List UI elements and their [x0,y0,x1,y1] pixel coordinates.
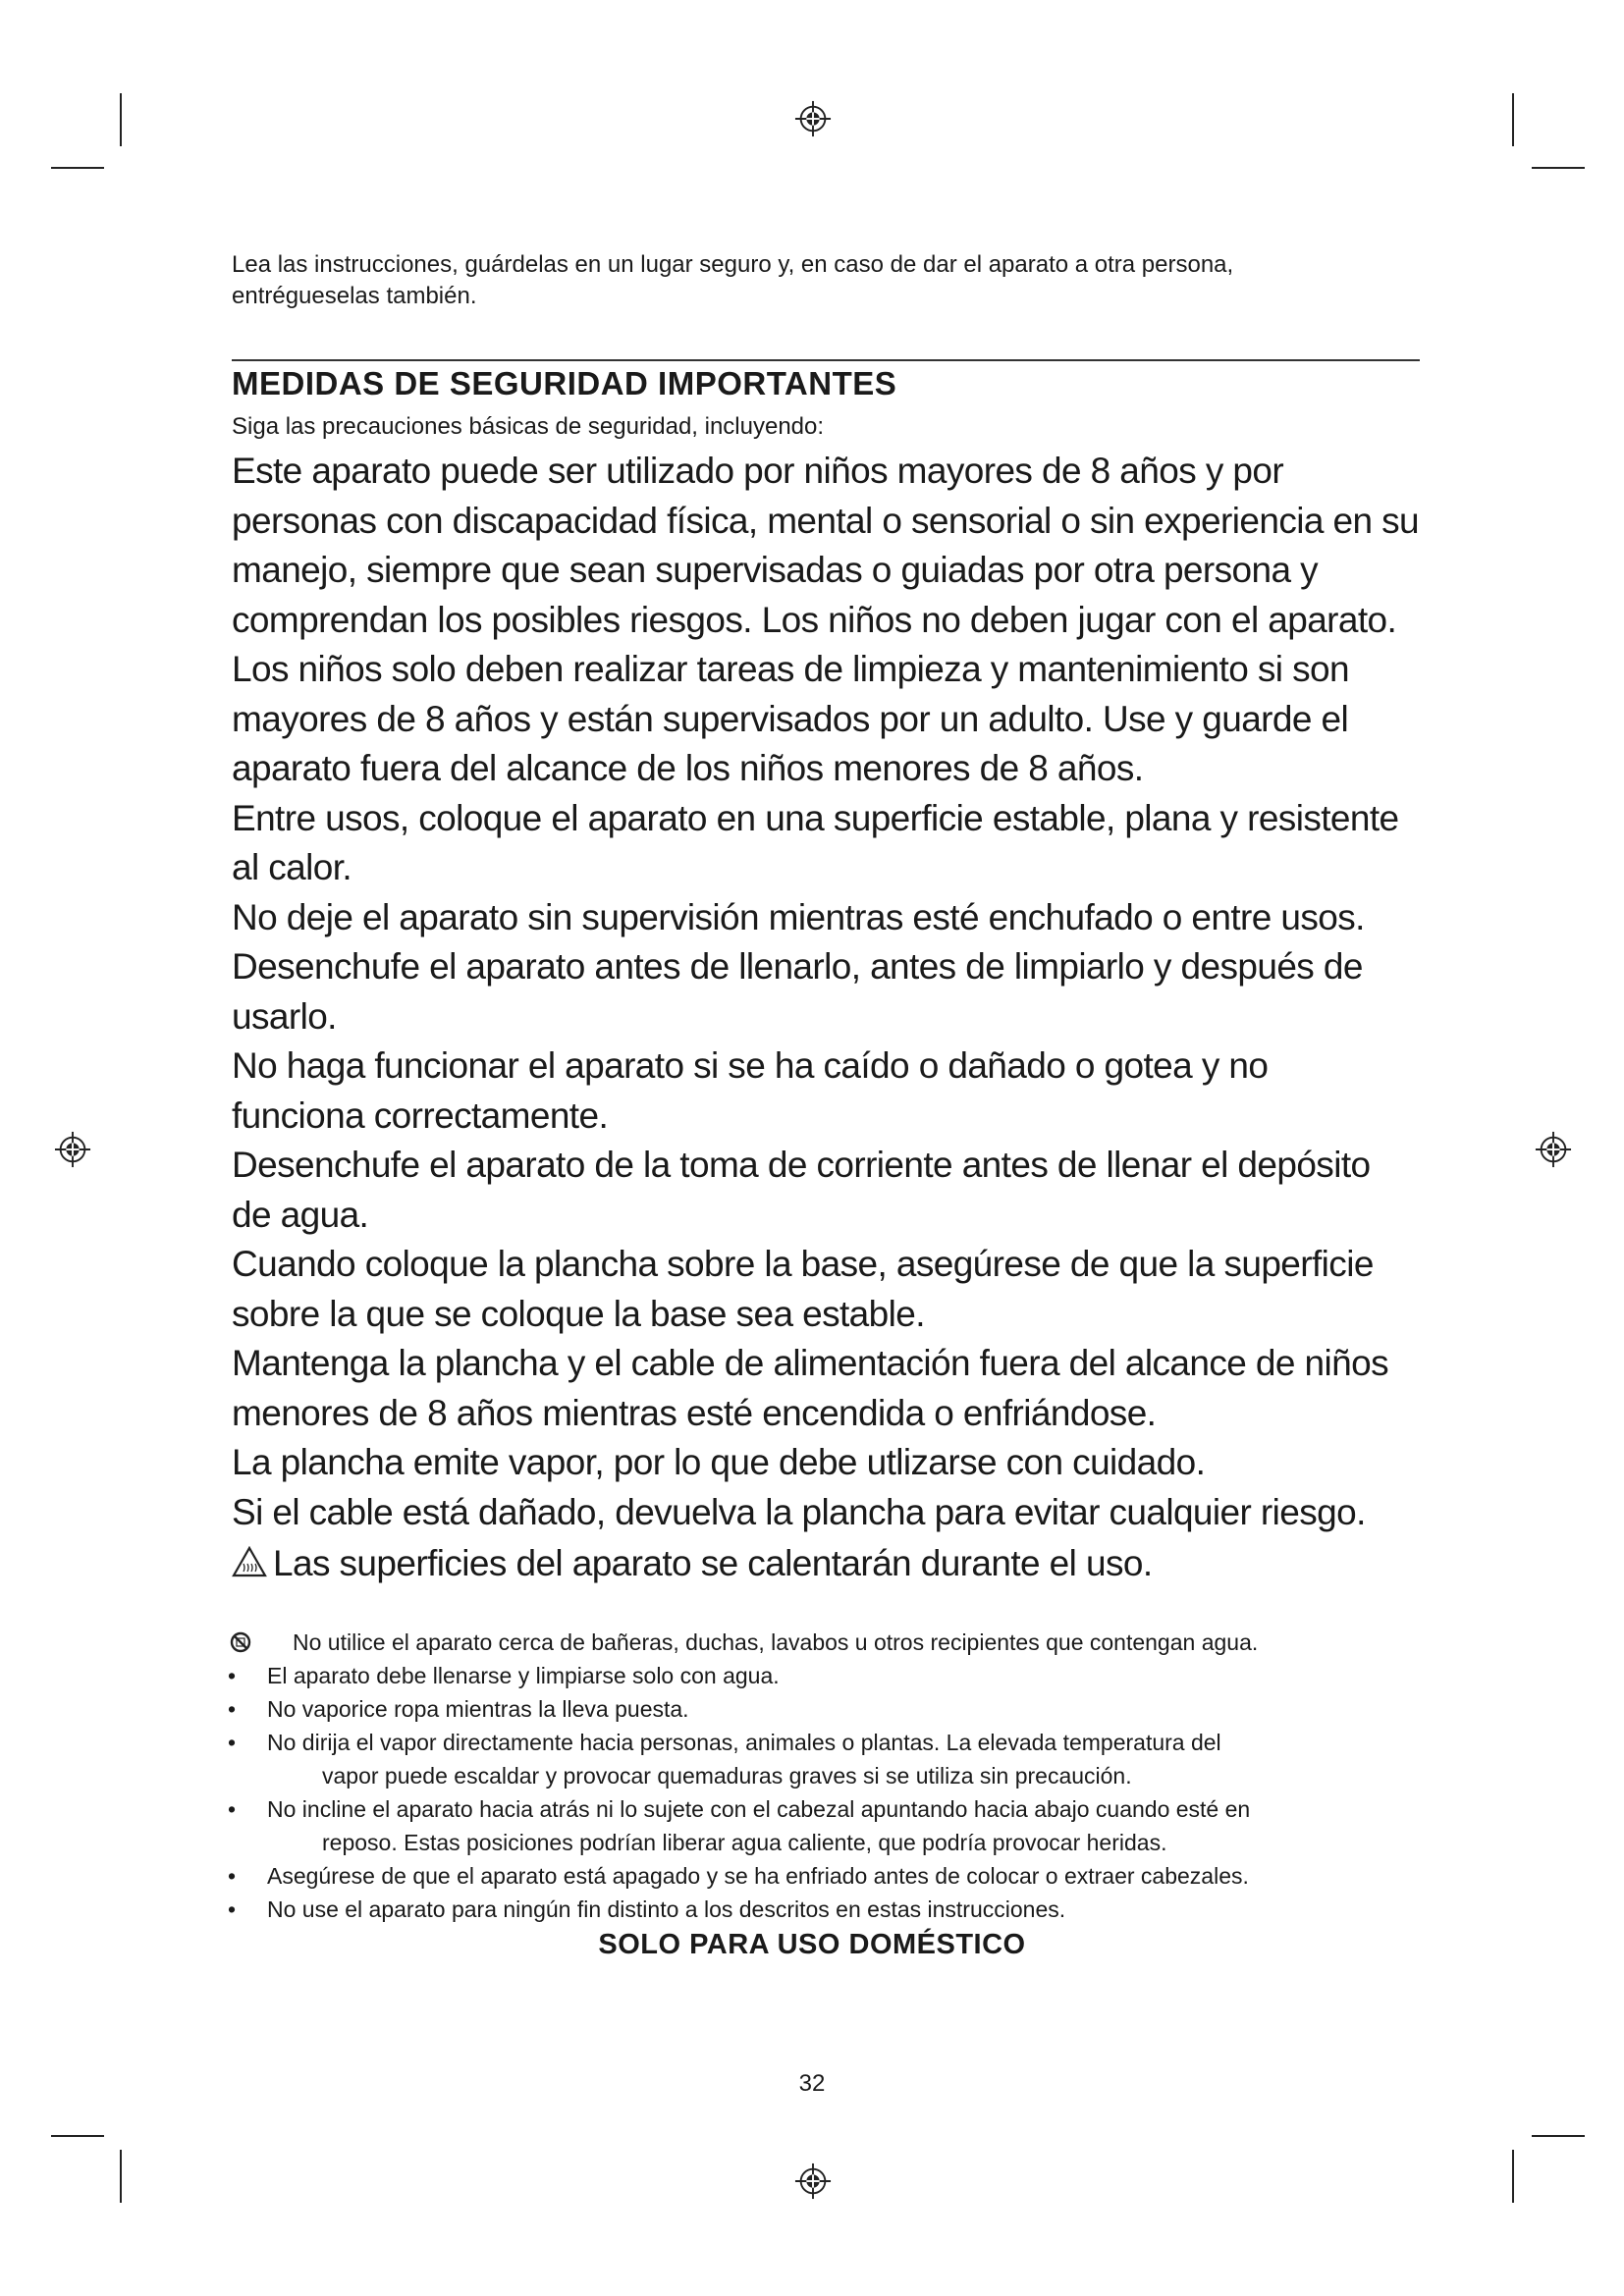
crop-mark [1512,93,1514,146]
instruction-line: Mantenga la plancha y el cable de alimentación fuera del alcance de niños [232,1343,1389,1383]
registration-mark-icon [794,2163,832,2200]
instruction-line: mayores de 8 años y están supervisados por un adulto. Use y guarde el [232,698,1349,739]
instruction-line: comprendan los posibles riesgos. Los niños no deben jugar con el aparato. [232,599,1397,640]
instruction-line: manejo, siempre que sean supervisadas o guiadas por otra persona y [232,550,1319,590]
list-item-continuation: reposo. Estas posiciones podrían liberar agua caliente, que podría provocar heridas. [322,1830,1167,1855]
bullet-marker: • [228,1863,237,1889]
safety-instructions-small [228,1626,1435,1926]
crop-mark [120,93,122,146]
hot-surface-warning [232,1539,1459,1589]
instruction-line: Este aparato puede ser utilizado por niños mayores de 8 años y por [232,451,1284,491]
instruction-line: Los niños solo deben realizar tareas de limpieza y mantenimiento si son [232,649,1349,689]
bullet-marker: • [228,1730,237,1755]
instruction-line: La plancha emite vapor, por lo que debe utlizarse con cuidado. [232,1442,1206,1482]
household-use-heading: SOLO PARA USO DOMÉSTICO [598,1929,1026,1960]
page-number: 32 [798,2070,826,2097]
list-item [228,1726,1435,1792]
list-item [228,1893,1435,1926]
instruction-line: Desenchufe el aparato de la toma de corriente antes de llenar el depósito [232,1145,1371,1185]
instruction-line: Desenchufe el aparato antes de llenarlo, antes de limpiarlo y después de [232,946,1363,987]
registration-mark-icon [794,100,832,137]
bullet-marker: • [228,1663,237,1688]
list-item-text: El aparato debe llenarse y limpiarse solo con agua. [267,1663,780,1688]
instruction-line: aparato fuera del alcance de los niños menores de 8 años. [232,748,1144,788]
intro-paragraph [232,249,1430,312]
list-item [228,1692,1435,1726]
instruction-line: Si el cable está dañado, devuelva la plancha para evitar cualquier riesgo. [232,1491,1366,1532]
crop-mark [120,2150,122,2203]
crop-mark [1512,2150,1514,2203]
instruction-line: menores de 8 años mientras esté encendida o enfriándose. [232,1392,1157,1433]
prohibition-text: No utilice el aparato cerca de bañeras, duchas, lavabos u otros recipientes que contengan agua. [293,1629,1259,1655]
instruction-line: sobre la que se coloque la base sea estable. [232,1293,925,1334]
crop-mark [51,167,104,169]
prohibition-item [228,1626,1435,1659]
list-item [228,1659,1435,1692]
bullet-marker: • [228,1796,237,1822]
instruction-line: de agua. [232,1194,369,1235]
crop-mark [51,2135,104,2137]
list-item-continuation: vapor puede escaldar y provocar quemaduras graves si se utiliza sin precaución. [322,1763,1132,1789]
hot-surface-warning-icon [232,1546,267,1577]
instruction-line: No deje el aparato sin supervisión mientras esté enchufado o entre usos. [232,896,1365,937]
list-item-text: No use el aparato para ningún fin distinto a los descritos en estas instrucciones. [267,1896,1066,1922]
instruction-line: Entre usos, coloque el aparato en una superficie estable, plana y resistente [232,797,1399,838]
list-item-text: No dirija el vapor directamente hacia personas, animales o plantas. La elevada temperatura del [267,1730,1221,1755]
list-item-text: No vaporice ropa mientras la lleva puesta. [267,1696,689,1722]
list-item-text: Asegúrese de que el aparato está apagado y se ha enfriado antes de colocar o extraer cabezales. [267,1863,1249,1889]
instruction-line: No haga funcionar el aparato si se ha caído o dañado o gotea y no [232,1045,1269,1086]
registration-mark-icon [1535,1131,1572,1168]
crop-mark [1532,2135,1585,2137]
list-item [228,1859,1435,1893]
list-item-text: No incline el aparato hacia atrás ni lo sujete con el cabezal apuntando hacia abajo cuando esté en [267,1796,1251,1822]
section-heading: MEDIDAS DE SEGURIDAD IMPORTANTES [232,365,897,401]
crop-mark [1532,167,1585,169]
bullet-marker: • [228,1896,237,1922]
hot-surface-warning-text: Las superficies del aparato se calentarán durante el uso. [273,1543,1153,1583]
instruction-line: funciona correctamente. [232,1095,609,1136]
instruction-line: personas con discapacidad física, mental o sensorial o sin experiencia en su [232,500,1420,541]
bullet-marker: • [228,1696,237,1722]
intro-line: Lea las instrucciones, guárdelas en un lugar seguro y, en caso de dar el aparato a otra persona, [232,251,1234,278]
prohibition-icon [228,1626,293,1659]
instruction-line: al calor. [232,847,352,887]
safety-instructions-large [232,447,1459,1589]
section-divider [232,359,1420,361]
list-item [228,1792,1435,1859]
section-subheading: Siga las precauciones básicas de seguridad, incluyendo: [232,413,825,440]
instruction-line: usarlo. [232,995,337,1037]
instruction-line: Cuando coloque la plancha sobre la base, asegúrese de que la superficie [232,1244,1374,1284]
intro-line: entrégueselas también. [232,283,477,309]
registration-mark-icon [54,1131,91,1168]
